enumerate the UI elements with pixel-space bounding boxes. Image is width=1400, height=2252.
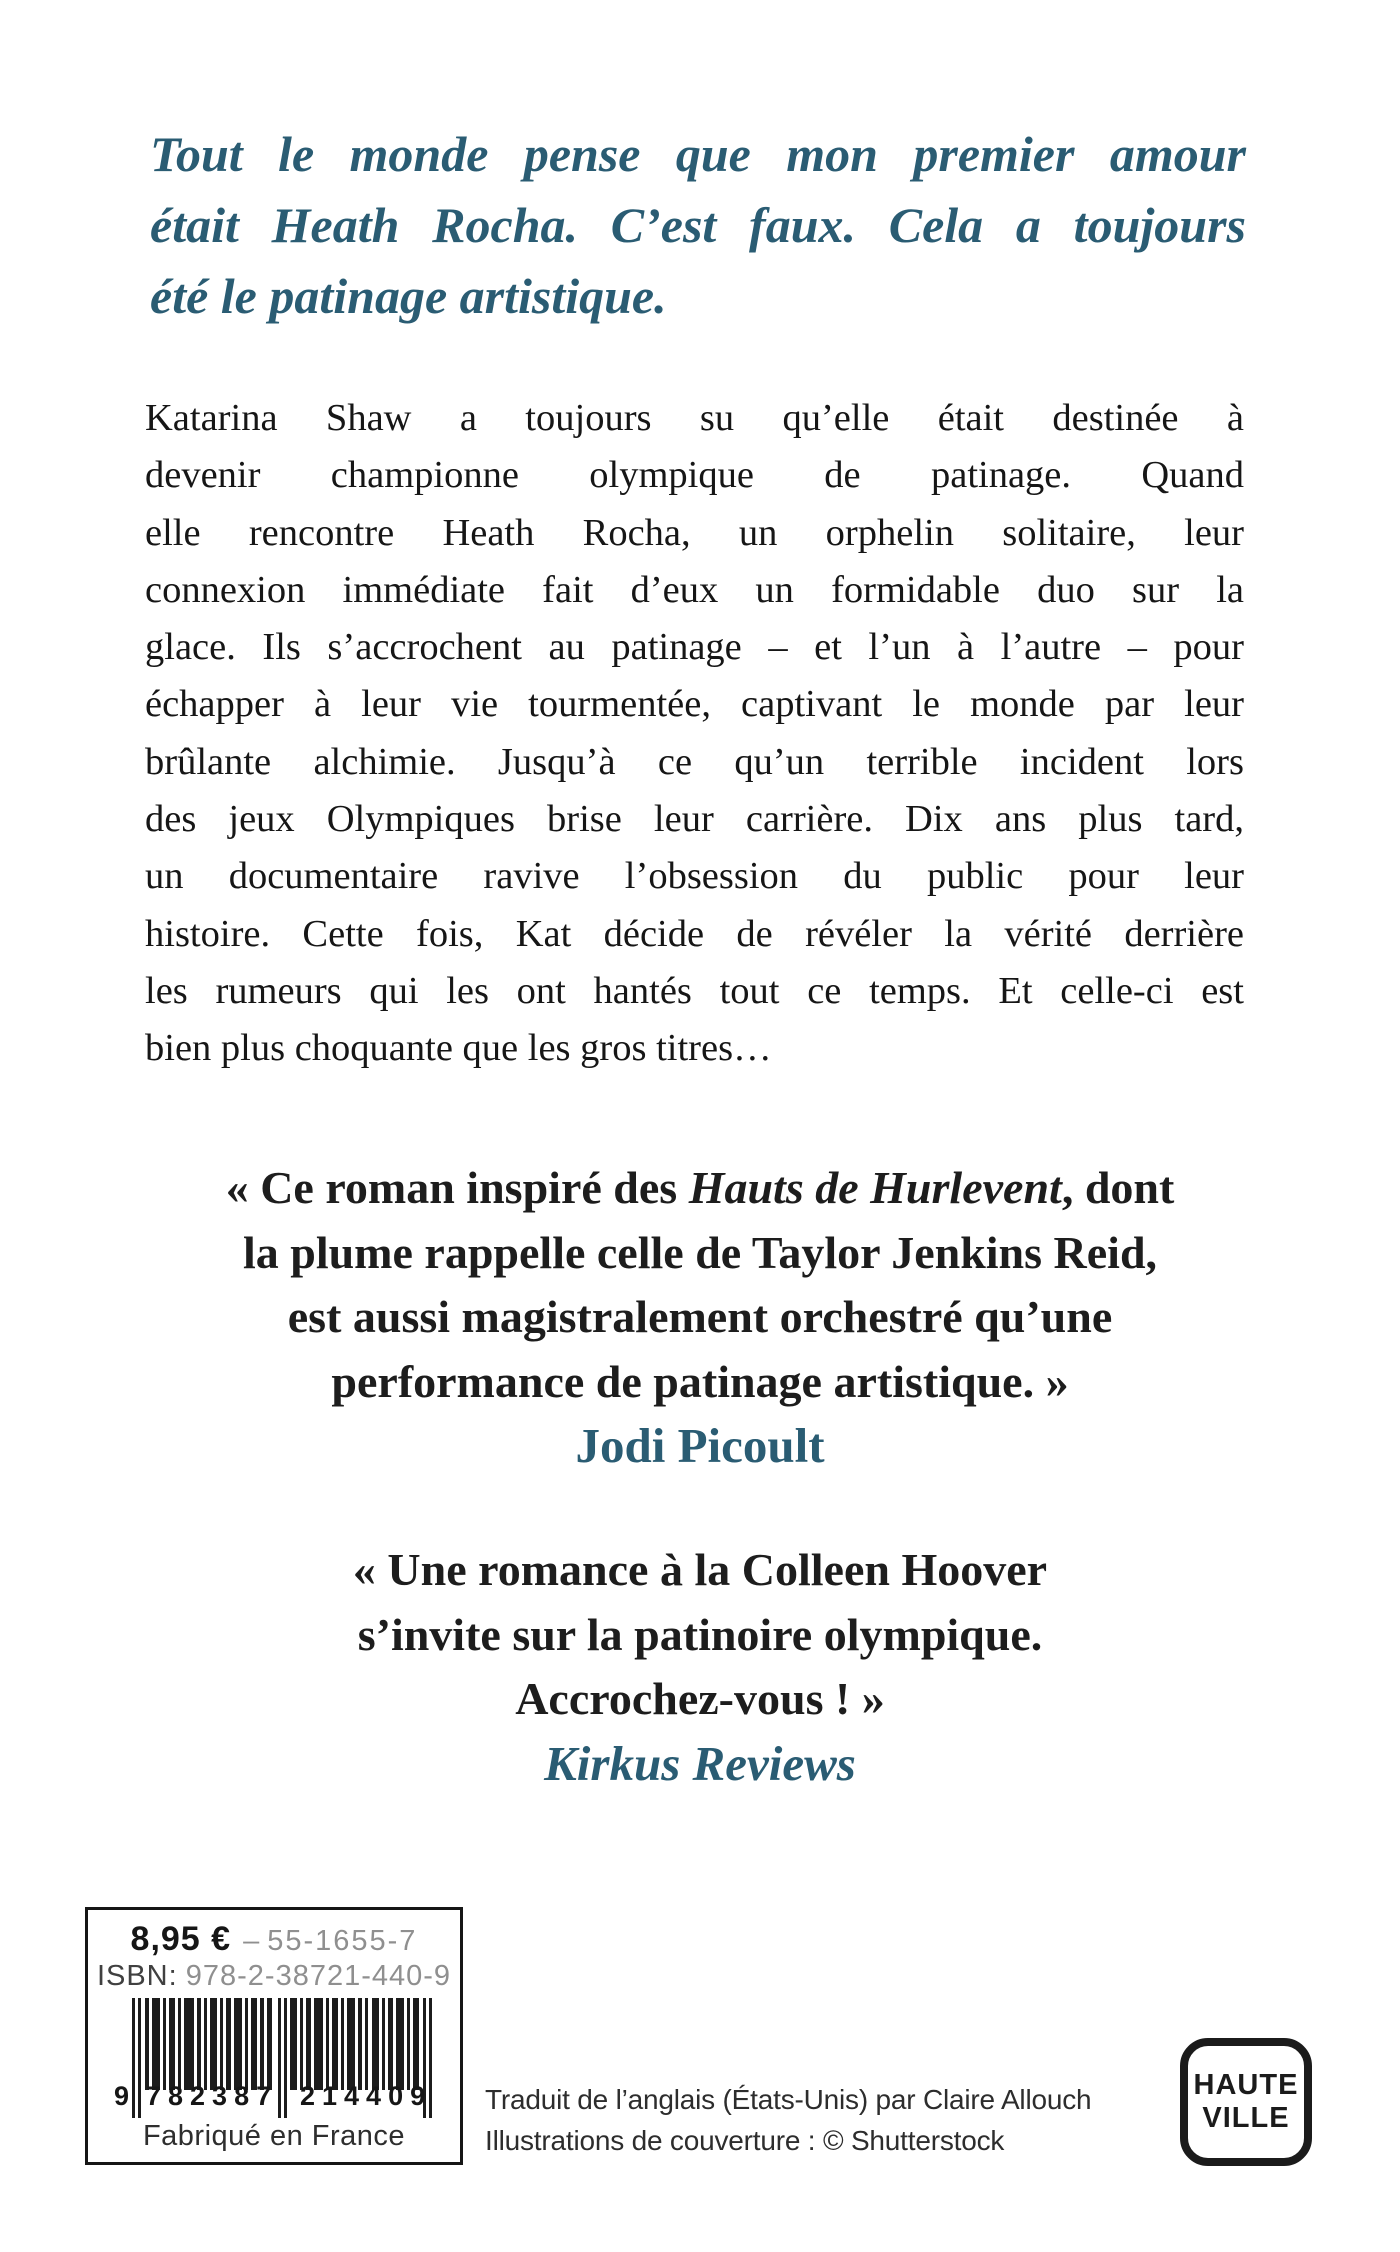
internal-code: 55-1655-7 (267, 1925, 418, 1957)
credit-translation: Traduit de l’anglais (États-Unis) par Claire Allouch (485, 2084, 1092, 2115)
synopsis-line: les rumeurs qui les ont hantés tout ce temps. Et celle-ci est (145, 969, 1244, 1012)
barcode-digit-first: 9 (114, 2081, 130, 2111)
quote-text: « Ce roman inspiré des (225, 1162, 689, 1213)
barcode-digits-group1: 782387 (146, 2081, 279, 2111)
synopsis-line: brûlante alchimie. Jusqu’à ce qu’un terrible incident lors (145, 740, 1244, 783)
hook-quote-line: Tout le monde pense que mon premier amour (150, 126, 1246, 182)
synopsis-line: échapper à leur vie tourmentée, captivant le monde par leur (145, 683, 1244, 726)
hook-quote-line: été le patinage artistique. (150, 268, 667, 324)
quote-attribution-picoult: Jodi Picoult (575, 1418, 825, 1473)
price-value: 8,95 € (130, 1920, 232, 1958)
hook-quote-line: était Heath Rocha. C’est faux. Cela a toujours (150, 197, 1246, 253)
press-quote-line: performance de patinage artistique. » (331, 1355, 1069, 1407)
quote-text: , dont (1061, 1162, 1175, 1213)
ean13-barcode (114, 1998, 438, 2120)
price-barcode-box (85, 1907, 463, 2165)
publisher-logo-line2: VILLE (1202, 2102, 1290, 2134)
publisher-logo-line1: HAUTE (1193, 2069, 1299, 2101)
credits-block (485, 2079, 1091, 2161)
synopsis-line: des jeux Olympiques brise leur carrière. Dix ans plus tard, (145, 798, 1244, 841)
price-row (88, 1920, 460, 1959)
hook-quote (150, 119, 1246, 332)
synopsis-line: elle rencontre Heath Rocha, un orphelin solitaire, leur (145, 511, 1244, 554)
synopsis-line: un documentaire ravive l’obsession du public pour leur (145, 855, 1244, 898)
isbn-number: 978-2-38721-440-9 (185, 1960, 452, 1992)
book-title-italic: Hauts de Hurlevent (688, 1162, 1062, 1213)
quote-attribution-kirkus: Kirkus Reviews (544, 1735, 856, 1791)
isbn-row (88, 1960, 460, 1993)
synopsis-line: histoire. Cette fois, Kat décide de révéler la vérité derrière (145, 912, 1244, 955)
press-quote-line: Accrochez-vous ! » (515, 1673, 885, 1724)
press-quote-line: est aussi magistralement orchestré qu’une (287, 1291, 1113, 1342)
made-in-france-label: Fabriqué en France (142, 2120, 406, 2152)
press-quote-line: s’invite sur la patinoire olympique. (357, 1608, 1043, 1660)
synopsis-line: devenir championne olympique de patinage. Quand (145, 454, 1244, 497)
synopsis-line: bien plus choquante que les gros titres… (145, 1027, 772, 1070)
synopsis-paragraph (145, 390, 1244, 1078)
barcode-digits-group2: 214409 (300, 2081, 433, 2111)
isbn-label: ISBN: (96, 1960, 178, 1992)
synopsis-line: connexion immédiate fait d’eux un formidable duo sur la (145, 568, 1244, 611)
press-quote-line: la plume rappelle celle de Taylor Jenkins Reid, (242, 1226, 1158, 1278)
press-quote-line: « Une romance à la Colleen Hoover (352, 1544, 1048, 1595)
press-quote-kirkus (100, 1538, 1300, 1796)
price-separator: – (243, 1925, 260, 1957)
press-quote-picoult (100, 1156, 1300, 1479)
credit-cover-illustration: Illustrations de couverture : © Shutterstock (485, 2125, 1005, 2156)
synopsis-line: Katarina Shaw a toujours su qu’elle était destinée à (145, 397, 1244, 439)
synopsis-line: glace. Ils s’accrochent au patinage – et l’un à l’autre – pour (145, 626, 1244, 669)
publisher-logo-hauteville (1180, 2038, 1312, 2166)
press-quote-line (100, 1156, 1300, 1221)
